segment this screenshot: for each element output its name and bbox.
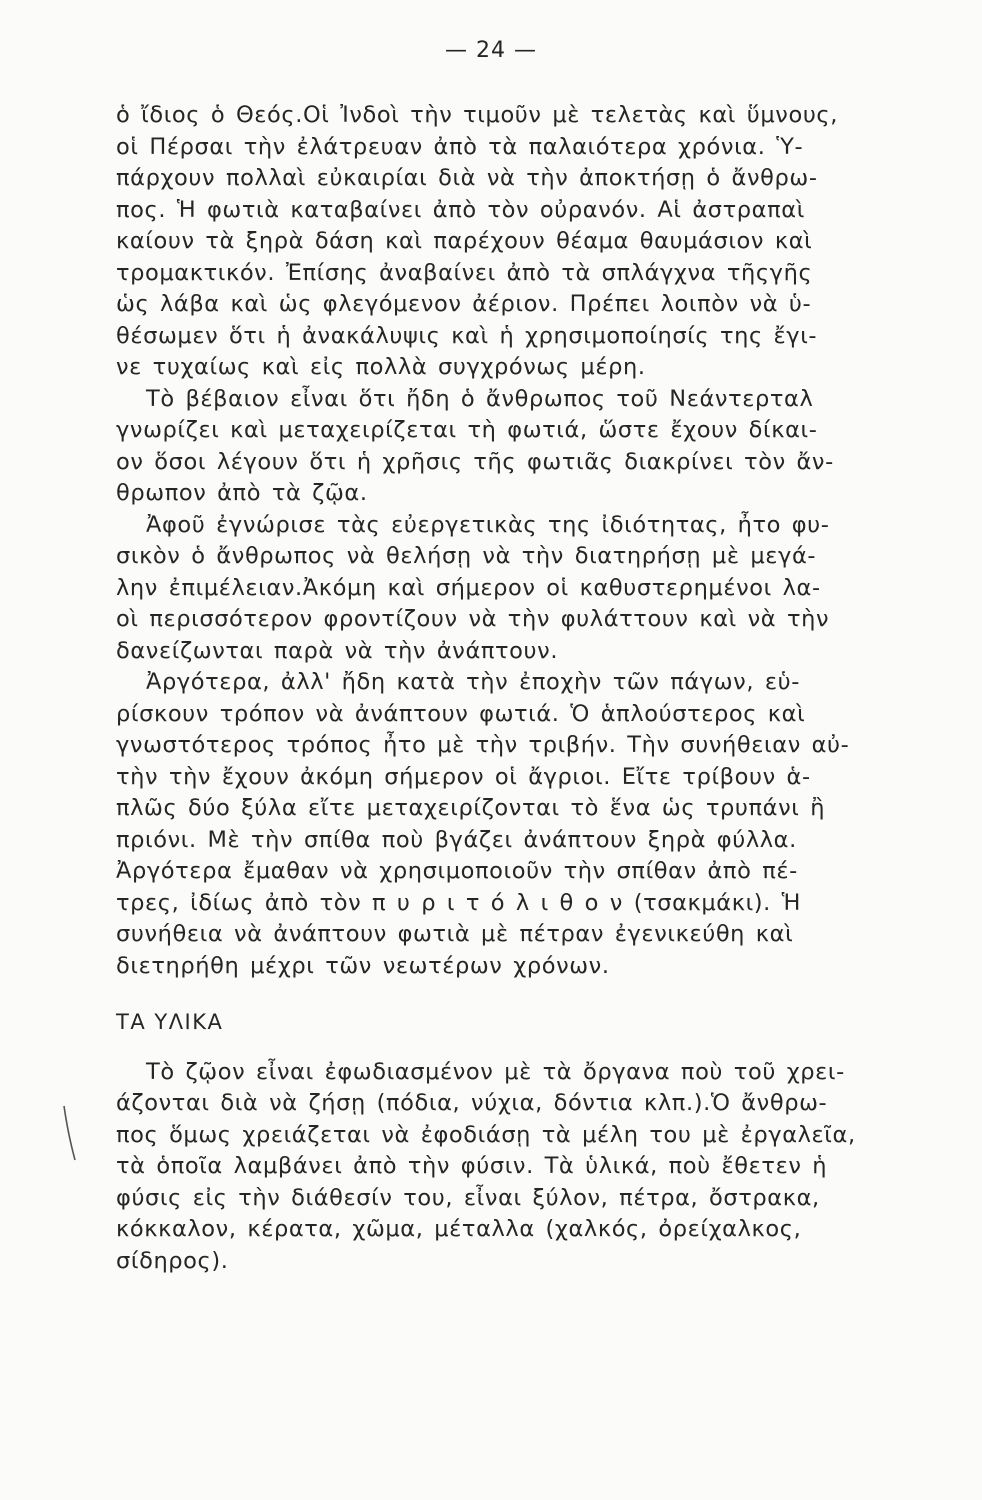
text-line: Τὸ βέβαιον εἶναι ὅτι ἤδη ὁ ἄνθρωπος τοῦ Νεάντερταλ	[146, 385, 814, 412]
text-line: ὁ ἴδιος ὁ Θεός.Οἱ Ἰνδοὶ τὴν τιμοῦν μὲ τελετὰς καὶ ὕμνους,	[116, 102, 838, 128]
text-line: άζονται διὰ νὰ ζήσῃ (πόδια, νύχια, δόντια κλπ.).Ὁ ἄνθρω-	[116, 1090, 828, 1116]
text-line: κόκκαλον, κέρατα, χῶμα, μέταλλα (χαλκός, ὀρείχαλκος,	[116, 1216, 802, 1242]
page-number: — 24 —	[445, 38, 537, 63]
section-materials	[116, 1057, 916, 1278]
text-line: Τὸ ζῷον εἶναι ἐφωδιασμένον μὲ τὰ ὄργανα ποὺ τοῦ χρει-	[146, 1058, 845, 1085]
text-line: οἱ Πέρσαι τὴν ἐλάτρευαν ἀπὸ τὰ παλαιότερα χρόνια. Ὑ-	[116, 133, 804, 160]
text-line: σικὸν ὁ ἄνθρωπος νὰ θελήσῃ νὰ τὴν διατηρήσῃ μὲ μεγά-	[116, 543, 817, 569]
section-heading: ΤΑ ΥΛΙΚΑ	[116, 1010, 224, 1034]
text-line: πλῶς δύο ξύλα εἴτε μεταχειρίζονται τὸ ἕνα ὡς τρυπάνι ἢ	[116, 795, 826, 821]
text-line: καίουν τὰ ξηρὰ δάση καὶ παρέχουν θέαμα θαυμάσιον καὶ	[116, 228, 813, 254]
text-line: φύσις εἰς τὴν διάθεσίν του, εἶναι ξύλον, πέτρα, ὄστρακα,	[116, 1184, 820, 1211]
text-line: πος ὅμως χρειάζεται νὰ ἐφοδιάσῃ τὰ μέλη του μὲ ἐργαλεῖα,	[116, 1121, 856, 1148]
text-line: σίδηρος).	[116, 1247, 229, 1274]
text-line: Ἀργότερα, ἀλλ' ἤδη κατὰ τὴν ἐποχὴν τῶν πάγων, εὑ-	[146, 669, 800, 695]
text-line: νε τυχαίως καὶ εἰς πολλὰ συγχρόνως μέρη.	[116, 354, 646, 380]
text-line: ρίσκουν τρόπον νὰ ἀνάπτουν φωτιά. Ὁ ἁπλούστερος καὶ	[116, 700, 806, 727]
section-fire	[116, 100, 916, 982]
text-line: συνήθεια νὰ ἀνάπτουν φωτιὰ μὲ πέτραν ἐγενικεύθη καὶ	[116, 921, 794, 947]
text-line: γνωστότερος τρόπος ἦτο μὲ τὴν τριβήν. Τὴν συνήθειαν αὐ-	[116, 732, 850, 758]
text-line: θρωπον ἀπὸ τὰ ζῷα.	[116, 480, 368, 506]
text-line: πος. Ἡ φωτιὰ καταβαίνει ἀπὸ τὸν οὐρανόν. Αἱ ἀστραπαὶ	[116, 196, 805, 223]
text-line: ὡς λάβα καὶ ὡς φλεγόμενον ἀέριον. Πρέπει λοιπὸν νὰ ὑ-	[116, 291, 812, 317]
text-line: πάρχουν πολλαὶ εὐκαιρίαι διὰ νὰ τὴν ἀποκτήσῃ ὁ ἄνθρω-	[116, 165, 818, 191]
text-line: τὴν τὴν ἔχουν ἀκόμη σήμερον οἱ ἄγριοι. Εἴτε τρίβουν ἁ-	[116, 763, 811, 790]
text-line: οὶ περισσότερον φροντίζουν νὰ τὴν φυλάττουν καὶ νὰ τὴν	[116, 606, 830, 632]
text-line: δανείζωνται παρὰ νὰ τὴν ἀνάπτουν.	[116, 637, 559, 664]
text-line: τρες, ἰδίως ἀπὸ τὸν π υ ρ ι τ ό λ ι θ ο ν (τσακμάκι). Ἡ	[116, 889, 802, 916]
page-text	[116, 100, 916, 1277]
text-line: γνωρίζει καὶ μεταχειρίζεται τὴ φωτιά, ὥστε ἔχουν δίκαι-	[116, 417, 818, 443]
text-line: τρομακτικόν. Ἐπίσης ἀναβαίνει ἀπὸ τὰ σπλάγχνα τῆςγῆς	[116, 259, 813, 286]
text-line: Ἀργότερα ἔμαθαν νὰ χρησιμοποιοῦν τὴν σπίθαν ἀπὸ πέ-	[116, 858, 798, 884]
text-line: Ἀφοῦ ἐγνώρισε τὰς εὐεργετικὰς της ἰδιότητας, ἦτο φυ-	[146, 511, 830, 538]
text-line: διετηρήθη μέχρι τῶν νεωτέρων χρόνων.	[116, 952, 610, 979]
text-line: ον ὅσοι λέγουν ὅτι ἡ χρῆσις τῆς φωτιᾶς διακρίνει τὸν ἄν-	[116, 448, 834, 475]
text-line: λην ἐπιμέλειαν.Ἀκόμη καὶ σήμερον οἱ καθυστερημένοι λα-	[116, 574, 821, 601]
text-line: τὰ ὁποῖα λαμβάνει ἀπὸ τὴν φύσιν. Τὰ ὑλικά, ποὺ ἔθετεν ἡ	[116, 1153, 828, 1179]
text-line: θέσωμεν ὅτι ἡ ἀνακάλυψις καὶ ἡ χρησιμοποίησίς της ἔγι-	[116, 322, 818, 349]
margin-pencil-mark	[62, 1104, 78, 1164]
text-line: πριόνι. Μὲ τὴν σπίθα ποὺ βγάζει ἀνάπτουν ξηρὰ φύλλα.	[116, 826, 797, 853]
